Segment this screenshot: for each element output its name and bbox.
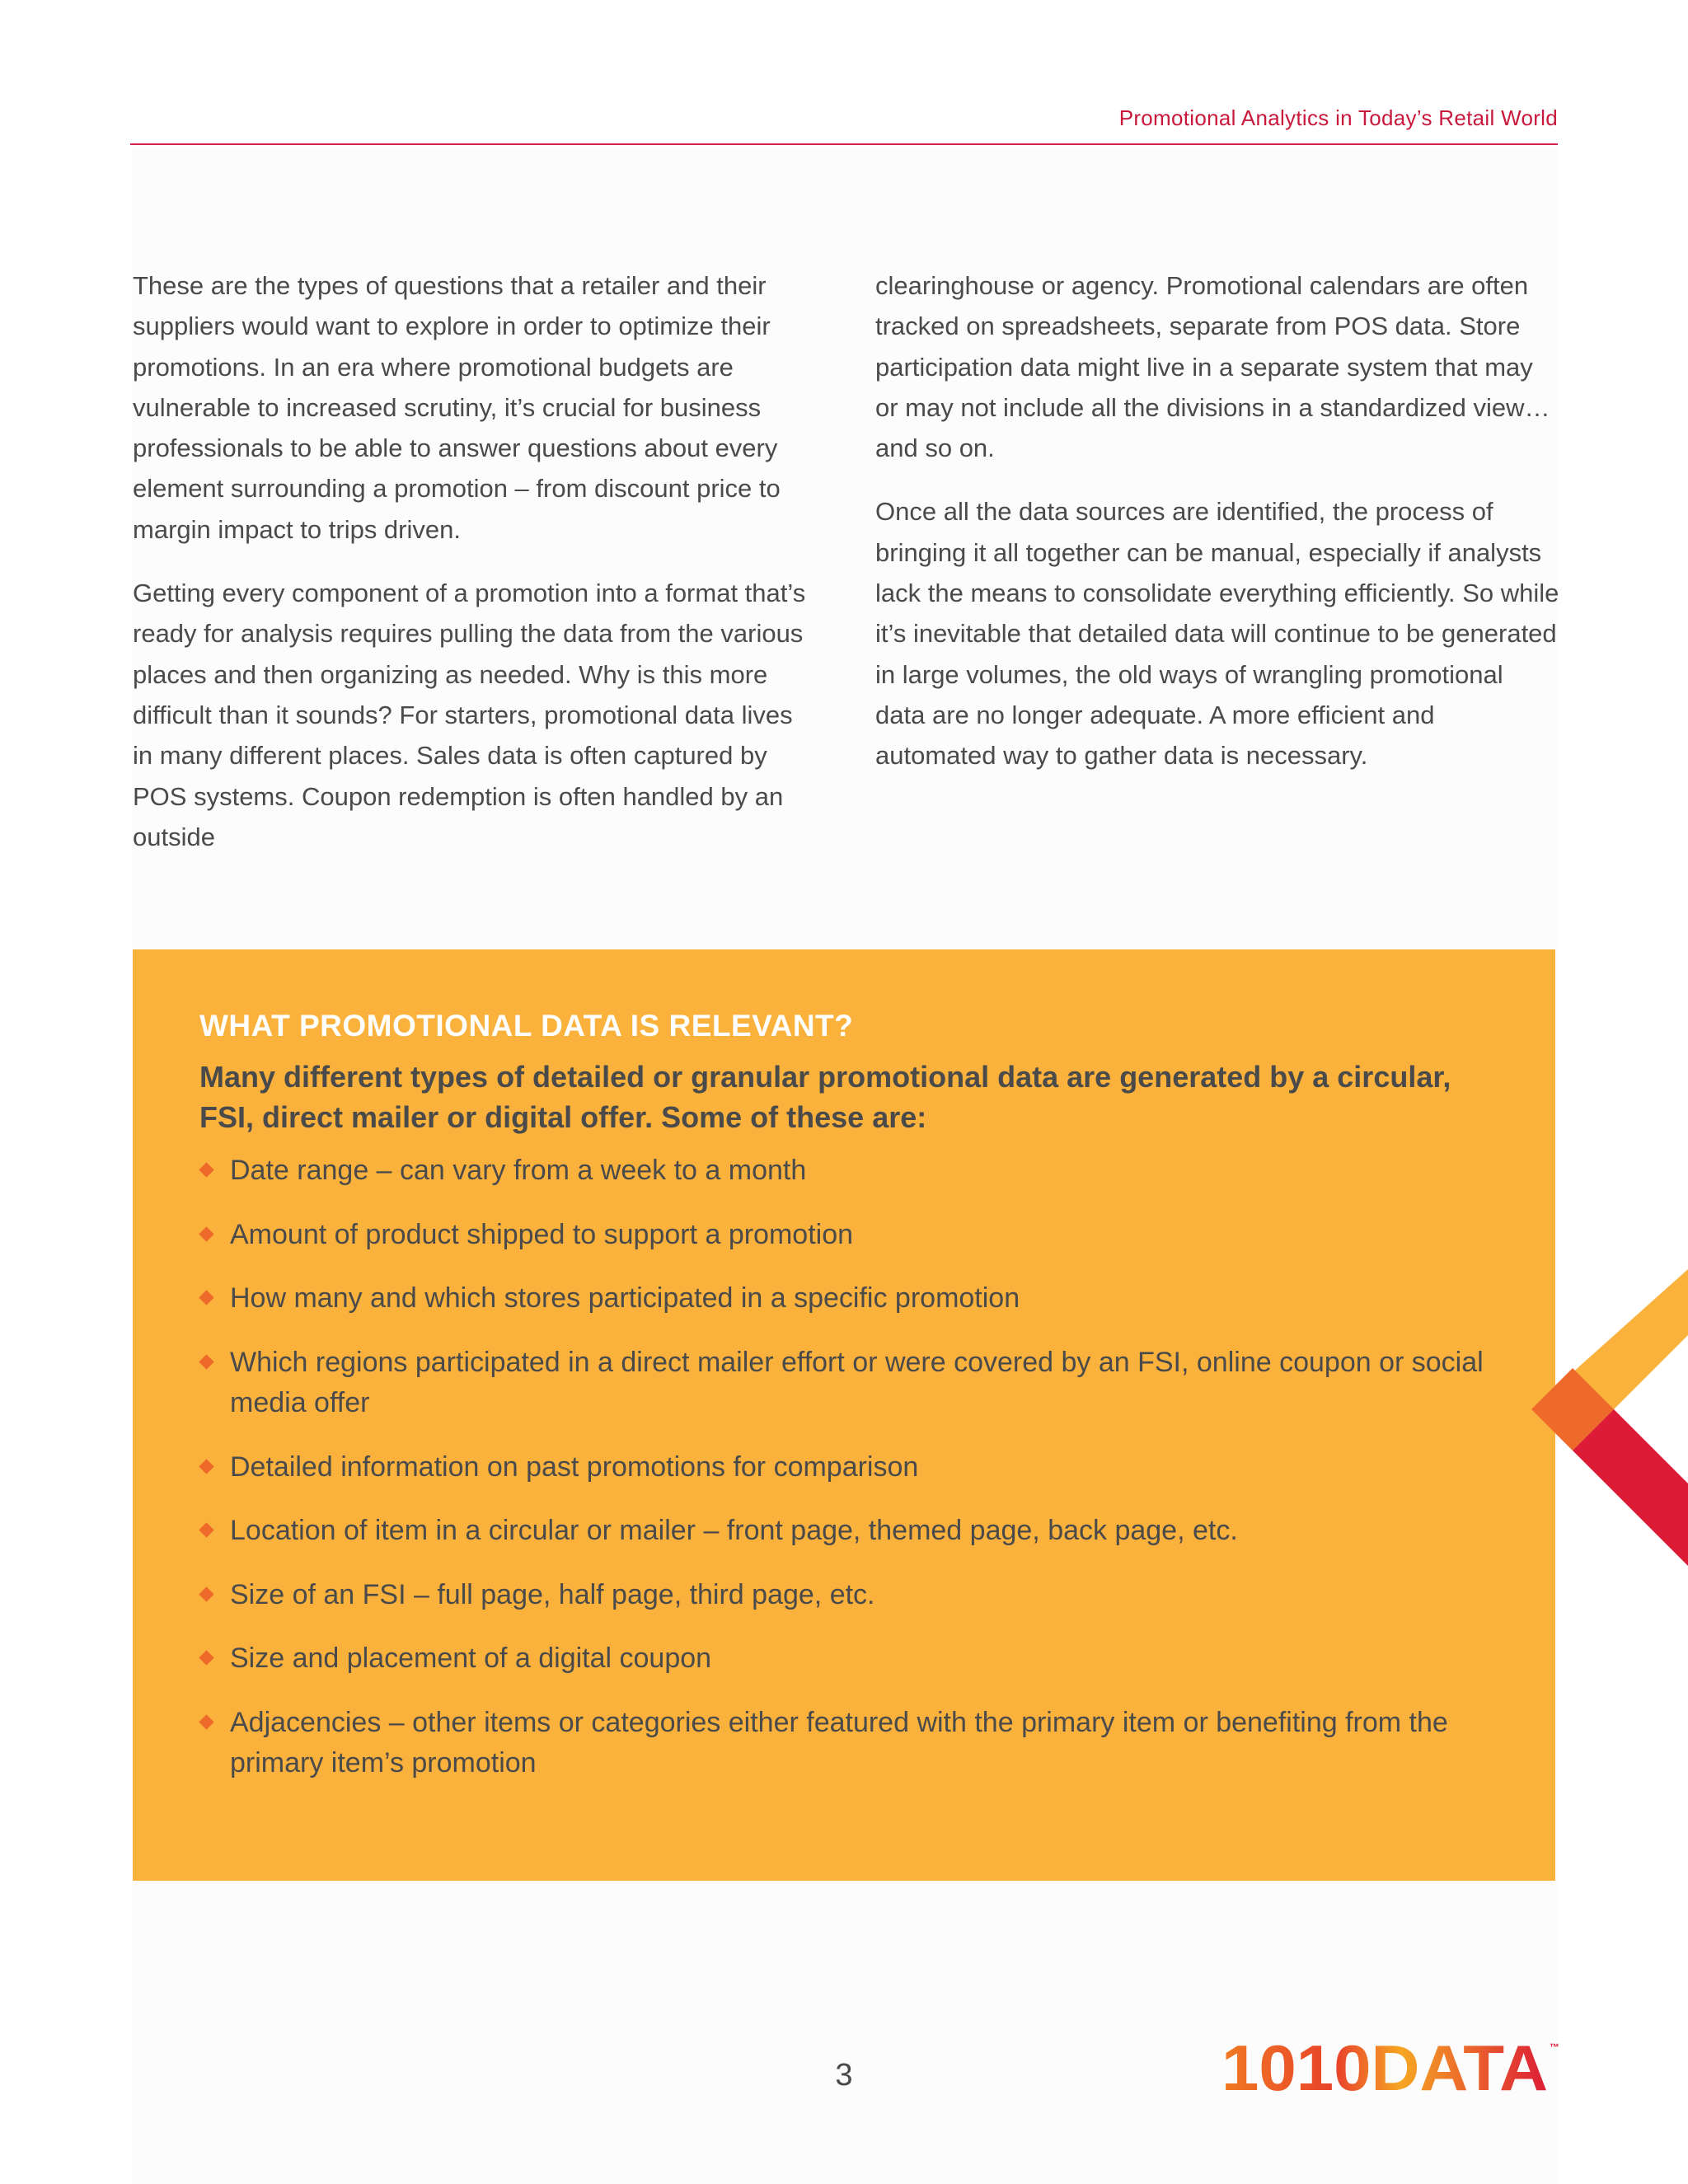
callout-heading: WHAT PROMOTIONAL DATA IS RELEVANT? xyxy=(199,1009,854,1043)
list-item-text: How many and which stores participated in a specific promotion xyxy=(230,1282,1020,1314)
logo-wordmark: 1010DATA xyxy=(1221,2032,1548,2104)
list-item-text: Which regions participated in a direct mailer effort or were covered by an FSI, online coupon or social media offer xyxy=(230,1346,1484,1418)
list-item-text: Amount of product shipped to support a promotion xyxy=(230,1218,854,1250)
list-item xyxy=(199,1447,1502,1488)
diamond-bullet-icon xyxy=(199,1522,213,1537)
list-item xyxy=(199,1638,1502,1680)
diamond-bullet-icon xyxy=(199,1162,213,1177)
callout-intro: Many different types of detailed or granular promotional data are generated by a circular, FSI, direct mailer or digital offer. Some of these are: xyxy=(199,1060,1451,1134)
body-paragraph: clearinghouse or agency. Promotional calendars are often tracked on spreadsheets, separate from POS data. Store participation data might live in a separate system that may or may not include all the divisions in a standardized view…and so on. xyxy=(875,271,1550,463)
diamond-bullet-icon xyxy=(199,1226,213,1241)
page-number: 3 xyxy=(835,2058,853,2093)
diamond-bullet-icon xyxy=(199,1586,213,1601)
company-logo xyxy=(1221,2032,1559,2104)
list-item xyxy=(199,1151,1502,1192)
callout-box xyxy=(133,949,1555,1881)
header-title: Promotional Analytics in Today’s Retail World xyxy=(1118,105,1558,130)
decorative-chevron-graphic xyxy=(1515,1269,1688,1615)
list-item-text: Location of item in a circular or mailer – front page, themed page, back page, etc. xyxy=(230,1515,1238,1546)
body-paragraph: Once all the data sources are identified, the process of bringing it all together can be manual, especially if analysts lack the means to consolidate everything efficiently. So while it’s inevitable that detailed data will continue to be generated in large volumes, the old ways of wrangling promotional data are no longer adequate. A more efficient and automated way to gather data is necessary. xyxy=(875,497,1559,771)
list-item-text: Size of an FSI – full page, half page, third page, etc. xyxy=(230,1578,875,1610)
logo-trademark: ™ xyxy=(1550,2041,1559,2053)
diamond-bullet-icon xyxy=(199,1714,213,1729)
left-column xyxy=(133,265,817,880)
list-item xyxy=(199,1511,1502,1552)
body-paragraph: These are the types of questions that a retailer and their suppliers would want to explore in order to optimize their promotions. In an era where promotional budgets are vulnerable to increased scrutiny, it’s crucial for business professionals to be able to answer questions about every element surrounding a promotion – from discount price to margin impact to trips driven. xyxy=(133,271,781,544)
diamond-bullet-icon xyxy=(199,1354,213,1369)
diamond-bullet-icon xyxy=(199,1650,213,1665)
diamond-bullet-icon xyxy=(199,1290,213,1305)
list-item-text: Detailed information on past promotions for comparison xyxy=(230,1451,919,1483)
body-paragraph: Getting every component of a promotion into a format that’s ready for analysis requires pulling the data from the various places and then organizing as needed. Why is this more difficult than it sounds? For starters, promotional data lives in many different places. Sales data is often captured by POS systems. Coupon redemption is often handled by an outside xyxy=(133,579,806,851)
list-item-text: Date range – can vary from a week to a month xyxy=(230,1155,807,1186)
right-column xyxy=(875,265,1559,799)
list-item-text: Size and placement of a digital coupon xyxy=(230,1643,712,1674)
diamond-bullet-icon xyxy=(199,1459,213,1474)
list-item xyxy=(199,1575,1502,1616)
list-item-text: Adjacencies – other items or categories either featured with the primary item or benefiting from the primary item’s promotion xyxy=(230,1706,1448,1779)
list-item xyxy=(199,1703,1502,1784)
list-item xyxy=(199,1343,1502,1424)
header-divider xyxy=(130,143,1558,145)
list-item xyxy=(199,1215,1502,1256)
callout-bullet-list xyxy=(199,1151,1502,1784)
list-item xyxy=(199,1278,1502,1319)
